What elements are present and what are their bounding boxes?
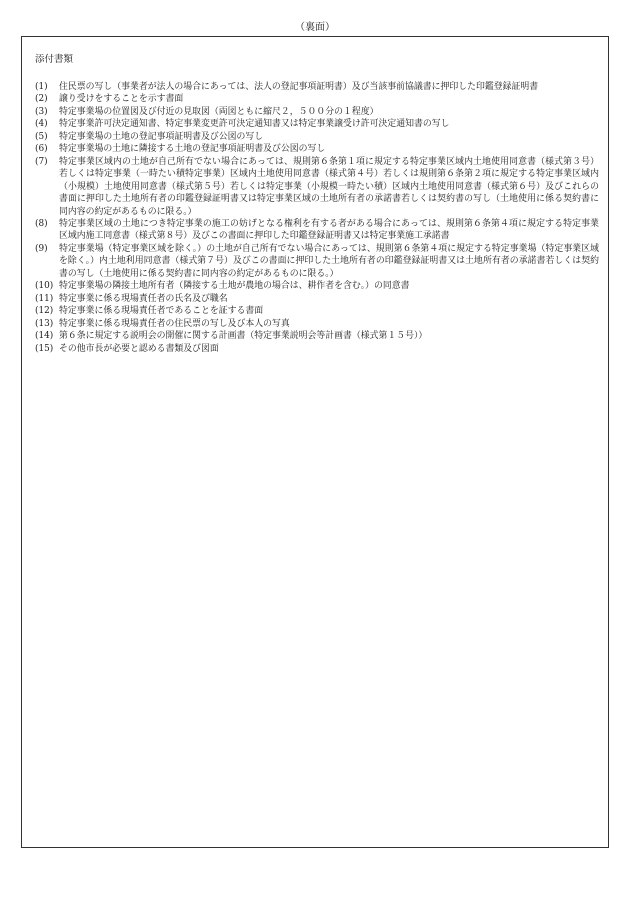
attachment-item-11 [35,293,599,305]
item-text: 住民票の写し（事業者が法人の場合にあっては、法人の登記事項証明書）及び当該事前協議書に押印した印鑑登録証明書 [59,82,539,92]
item-number: (3) [35,106,48,117]
attachment-item-14 [35,330,599,342]
attachment-item-3 [35,106,599,118]
item-number: (11) [35,293,54,304]
item-text: 特定事業区域内の土地が自己所有でない場合にあっては、規則第６条第１項に規定する特定事業区域内土地使用同意書（様式第３号）若しくは特定事業（一時たい積特定事業）区域内土地使用同意書（様式第４号）若しくは規則第６条第２項に規定する特定事業区域内（小規模）土地使用同意書（様式第５号）若しくは特定事業（小規模一時たい積）区域内土地使用同意書（様式第６号）及びこれらの書面に押印した土地所有者の印鑑登録証明書又は特定事業区域の土地所有者の承諾書若しくは契約書の写し（土地使用に係る契約書に同内容の約定があるものに限る。） [59,156,599,217]
item-text: 第６条に規定する説明会の開催に関する計画書（特定事業説明会等計画書（様式第１５号）） [59,331,428,342]
item-text: その他市長が必要と認める書類及び図面 [59,343,219,354]
item-text: 特定事業場（特定事業区域を除く。）の土地が自己所有でない場合にあっては、規則第６条第４項に規定する特定事業場（特定事業区域を除く。）内土地利用同意書（様式第７号）及びこの書面に押印した土地所有者の印鑑登録証明書又は土地所有者の承諾書若しくは契約書の写し（土地使用に係る契約書に同内容の約定があるものに限る。） [59,243,599,279]
item-number: (10) [35,281,54,292]
attachment-item-6 [35,143,599,155]
attachment-item-1 [35,81,599,93]
item-text: 譲り受けをすることを示す書面 [59,94,184,105]
attachments-frame [21,36,609,848]
attachment-item-2 [35,93,599,105]
item-text: 特定事業許可決定通知書、特定事業変更許可決定通知書又は特定事業譲受け許可決定通知書の写し [59,119,450,130]
item-text: 特定事業に係る現場責任者の住民票の写し及び本人の写真 [59,318,290,329]
attachment-item-4 [35,118,599,130]
item-number: (4) [35,119,48,130]
attachment-item-12 [35,305,599,317]
item-number: (14) [35,331,54,342]
item-number: (15) [35,343,54,354]
item-text: 特定事業区域の土地につき特定事業の施工の妨げとなる権利を有する者がある場合にあっては、規則第６条第４項に規定する特定事業区域内施工同意書（様式第８号）及びこの書面に押印した印鑑登録証明書又は特定事業施工承諾書 [59,218,599,242]
item-text: 特定事業に係る現場責任者の氏名及び職名 [59,293,228,304]
item-number: (1) [35,82,48,92]
item-number: (2) [35,94,48,105]
attachment-item-7 [35,156,599,218]
item-number: (5) [35,131,48,142]
attachment-item-9 [35,243,599,280]
attachment-item-13 [35,318,599,330]
attachment-item-10 [35,280,599,292]
item-number: (12) [35,306,54,317]
item-number: (7) [35,156,48,167]
item-text: 特定事業場の位置図及び付近の見取図（両図ともに縮尺２，５００分の１程度） [59,106,379,117]
attachment-item-8 [35,218,599,243]
item-text: 特定事業に係る現場責任者であることを証する書面 [59,306,264,317]
item-number: (13) [35,318,54,329]
item-number: (8) [35,218,48,229]
section-title: 添付書類 [35,54,74,65]
item-text: 特定事業場の土地に隣接する土地の登記事項証明書及び公図の写し [59,144,326,155]
item-text: 特定事業場の土地の登記事項証明書及び公図の写し [59,131,264,142]
page-side-label: （裏面） [295,22,335,33]
attachment-item-5 [35,131,599,143]
item-text: 特定事業場の隣接土地所有者（隣接する土地が農地の場合は、耕作者を含む。）の同意書 [59,281,410,292]
attachment-list [35,81,599,355]
item-number: (9) [35,243,48,254]
item-number: (6) [35,144,48,155]
attachment-item-15 [35,343,599,355]
